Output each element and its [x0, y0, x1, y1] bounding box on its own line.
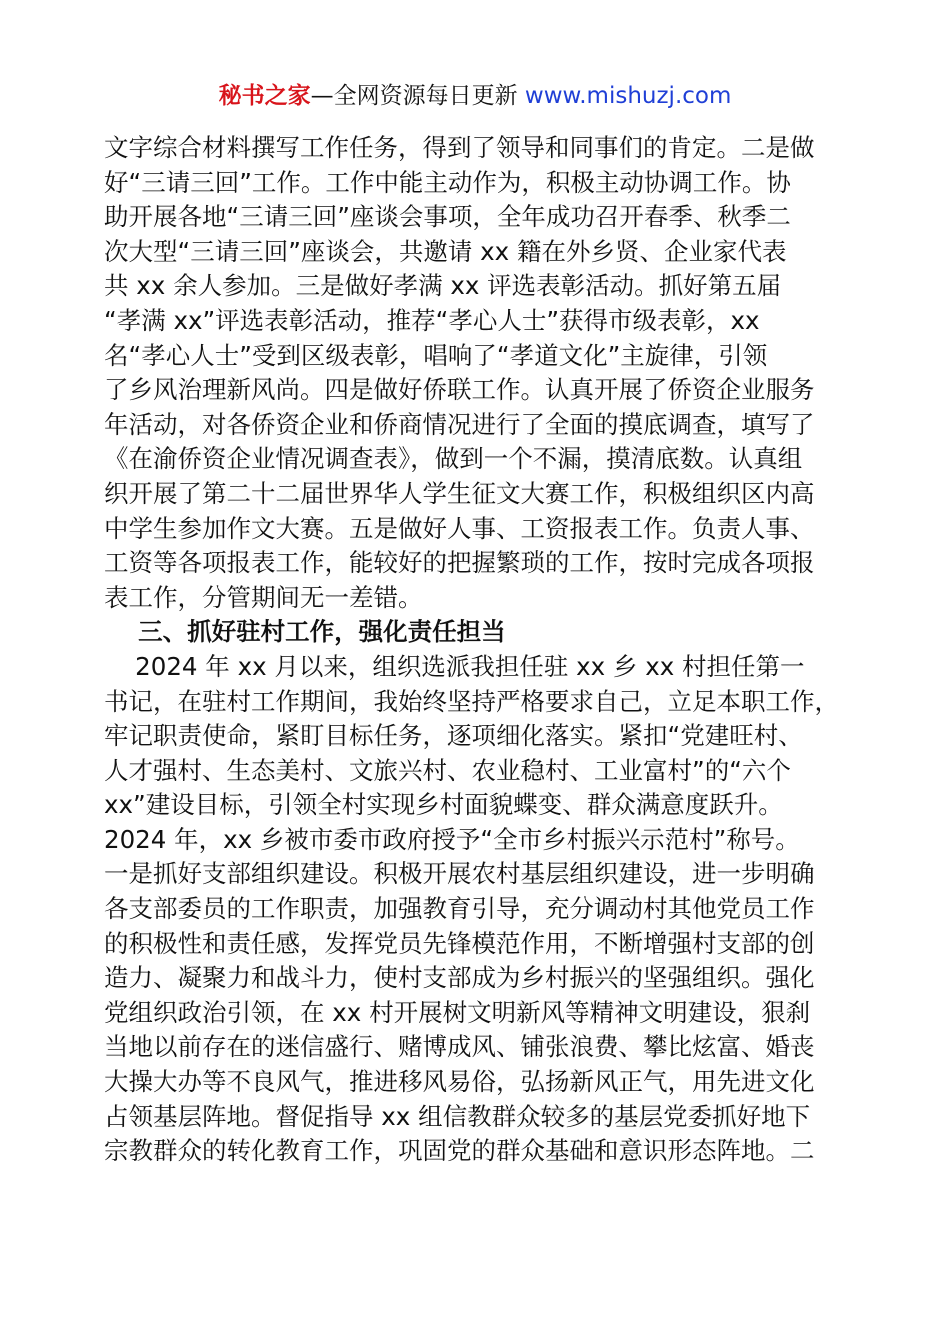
site-url: www.mishuzj.com — [524, 83, 732, 109]
text-line: 了乡风治理新风尚。四是做好侨联工作。认真开展了侨资企业服务 — [104, 375, 815, 405]
document-body — [104, 131, 854, 1169]
text-line: “孝满 xx”评选表彰活动，推荐“孝心人士”获得市级表彰，xx — [104, 305, 760, 335]
text-line: 党组织政治引领，在 xx 村开展树文明新风等精神文明建设，狠刹 — [104, 997, 811, 1027]
text-line: 书记，在驻村工作期间，我始终坚持严格要求自己，立足本职工作， — [104, 686, 839, 716]
text-line: xx”建设目标，引领全村实现乡村面貌蝶变、群众满意度跃升。 — [104, 790, 783, 820]
header-tagline: —全网资源每日更新 — [310, 83, 518, 109]
text-line: 表工作，分管期间无一差错。 — [104, 582, 423, 612]
text-line: 工资等各项报表工作，能较好的把握繁琐的工作，按时完成各项报 — [104, 548, 815, 578]
text-line: 各支部委员的工作职责，加强教育引导，充分调动村其他党员工作 — [104, 894, 815, 924]
text-line: 宗教群众的转化教育工作，巩固党的群众基础和意识形态阵地。二 — [104, 1136, 815, 1166]
text-line: 次大型“三请三回”座谈会，共邀请 xx 籍在外乡贤、企业家代表 — [104, 236, 787, 266]
text-line: 的积极性和责任感，发挥党员先锋模范作用，不断增强村支部的创 — [104, 928, 815, 958]
text-line: 中学生参加作文大赛。五是做好人事、工资报表工作。负责人事、 — [104, 513, 815, 543]
text-line: 年活动，对各侨资企业和侨商情况进行了全面的摸底调查，填写了 — [104, 409, 815, 439]
text-line: 助开展各地“三请三回”座谈会事项，全年成功召开春季、秋季二 — [104, 202, 791, 232]
text-line: 共 xx 余人参加。三是做好孝满 xx 评选表彰活动。抓好第五届 — [104, 271, 782, 301]
text-line: 造力、凝聚力和战斗力，使村支部成为乡村振兴的坚强组织。强化 — [104, 963, 815, 993]
text-line: 当地以前存在的迷信盛行、赌博成风、铺张浪费、攀比炫富、婚丧 — [104, 1032, 815, 1062]
text-line: 织开展了第二十二届世界华人学生征文大赛工作，积极组织区内高 — [104, 478, 815, 508]
section-heading: 三、抓好驻村工作，强化责任担当 — [104, 617, 506, 647]
text-line: 《在渝侨资企业情况调查表》，做到一个不漏，摸清底数。认真组 — [104, 444, 803, 474]
text-line: 文字综合材料撰写工作任务，得到了领导和同事们的肯定。二是做 — [104, 133, 815, 162]
text-line: 2024 年，xx 乡被市委市政府授予“全市乡村振兴示范村”称号。 — [104, 824, 800, 854]
text-line: 名“孝心人士”受到区级表彰，唱响了“孝道文化”主旋律，引领 — [104, 340, 768, 370]
text-line: 大操大办等不良风气，推进移风易俗，弘扬新风正气，用先进文化 — [104, 1067, 815, 1097]
text-line: 好“三请三回”工作。工作中能主动作为，积极主动协调工作。协 — [104, 167, 791, 197]
text-line: 人才强村、生态美村、文旅兴村、农业稳村、工业富村”的“六个 — [104, 755, 791, 785]
text-line: 一是抓好支部组织建设。积极开展农村基层组织建设，进一步明确 — [104, 859, 815, 889]
text-line: 牢记职责使命，紧盯目标任务，逐项细化落实。紧扣“党建旺村、 — [104, 721, 803, 751]
brand-name: 秘书之家 — [218, 83, 311, 109]
text-line: 2024 年 xx 月以来，组织选派我担任驻 xx 乡 xx 村担任第一 — [104, 651, 805, 681]
site-header — [0, 80, 950, 112]
text-line: 占领基层阵地。督促指导 xx 组信教群众较多的基层党委抓好地下 — [104, 1101, 811, 1131]
